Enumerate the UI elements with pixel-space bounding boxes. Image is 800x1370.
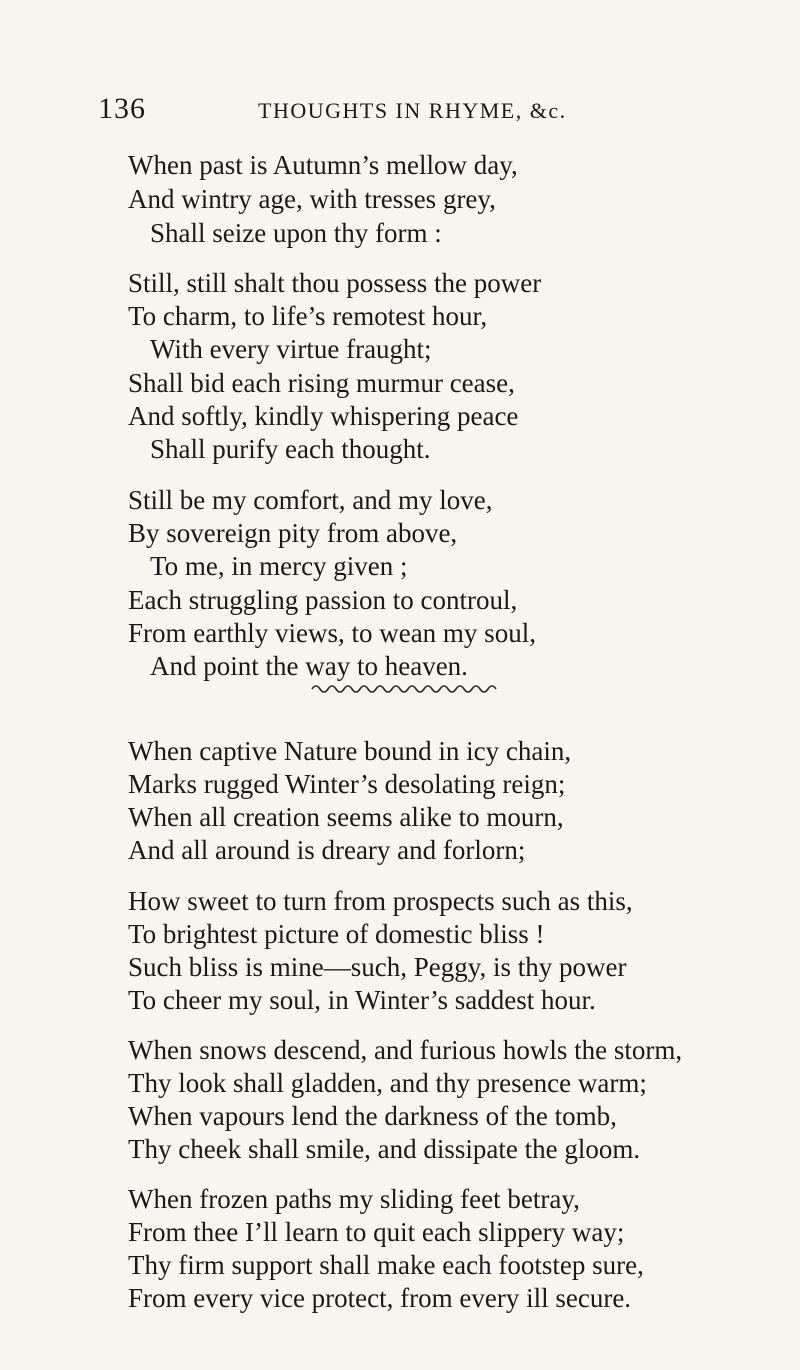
verse-line: Marks rugged Winter’s desolating reign;	[128, 769, 566, 799]
verse-line: And softly, kindly whispering peace	[128, 401, 519, 431]
page-header	[98, 92, 698, 132]
verse-line: When snows descend, and furious howls the storm,	[128, 1035, 683, 1065]
verse-line: Thy firm support shall make each footstep sure,	[128, 1250, 644, 1280]
verse-line: Shall purify each thought.	[150, 434, 431, 464]
verse-line: When vapours lend the darkness of the tomb,	[128, 1101, 617, 1131]
verse-line: Each struggling passion to controul,	[128, 585, 518, 615]
verse-line: When all creation seems alike to mourn,	[128, 802, 564, 832]
verse-line: To cheer my soul, in Winter’s saddest hour.	[128, 985, 596, 1015]
verse-line: Such bliss is mine—such, Peggy, is thy power	[128, 952, 627, 982]
page-number: 136	[98, 92, 146, 125]
wavy-rule-ornament-icon	[310, 680, 500, 696]
verse-line: And all around is dreary and forlorn;	[128, 835, 526, 865]
verse-line: From thee I’ll learn to quit each slippery way;	[128, 1217, 625, 1247]
verse-line: Shall seize upon thy form :	[150, 218, 442, 248]
verse-line: From earthly views, to wean my soul,	[128, 618, 536, 648]
verse-line: Still, still shalt thou possess the power	[128, 268, 542, 298]
verse-line: When frozen paths my sliding feet betray,	[128, 1184, 580, 1214]
verse-line: By sovereign pity from above,	[128, 518, 458, 548]
verse-line: When past is Autumn’s mellow day,	[128, 150, 518, 180]
verse-line: And point the way to heaven.	[150, 651, 468, 681]
verse-line: Thy look shall gladden, and thy presence warm;	[128, 1068, 647, 1098]
verse-line: And wintry age, with tresses grey,	[128, 184, 496, 214]
verse-line: With every virtue fraught;	[150, 334, 432, 364]
verse-line: When captive Nature bound in icy chain,	[128, 736, 572, 766]
verse-line: Still be my comfort, and my love,	[128, 485, 493, 515]
verse-line: To charm, to life’s remotest hour,	[128, 301, 488, 331]
verse-line: To brightest picture of domestic bliss !	[128, 919, 545, 949]
verse-line: How sweet to turn from prospects such as this,	[128, 886, 633, 916]
verse-line: Shall bid each rising murmur cease,	[128, 368, 515, 398]
verse-line: From every vice protect, from every ill secure.	[128, 1283, 632, 1313]
running-head: THOUGHTS IN RHYME, &c.	[258, 98, 567, 123]
verse-line: Thy cheek shall smile, and dissipate the gloom.	[128, 1134, 641, 1164]
verse-line: To me, in mercy given ;	[150, 551, 408, 581]
